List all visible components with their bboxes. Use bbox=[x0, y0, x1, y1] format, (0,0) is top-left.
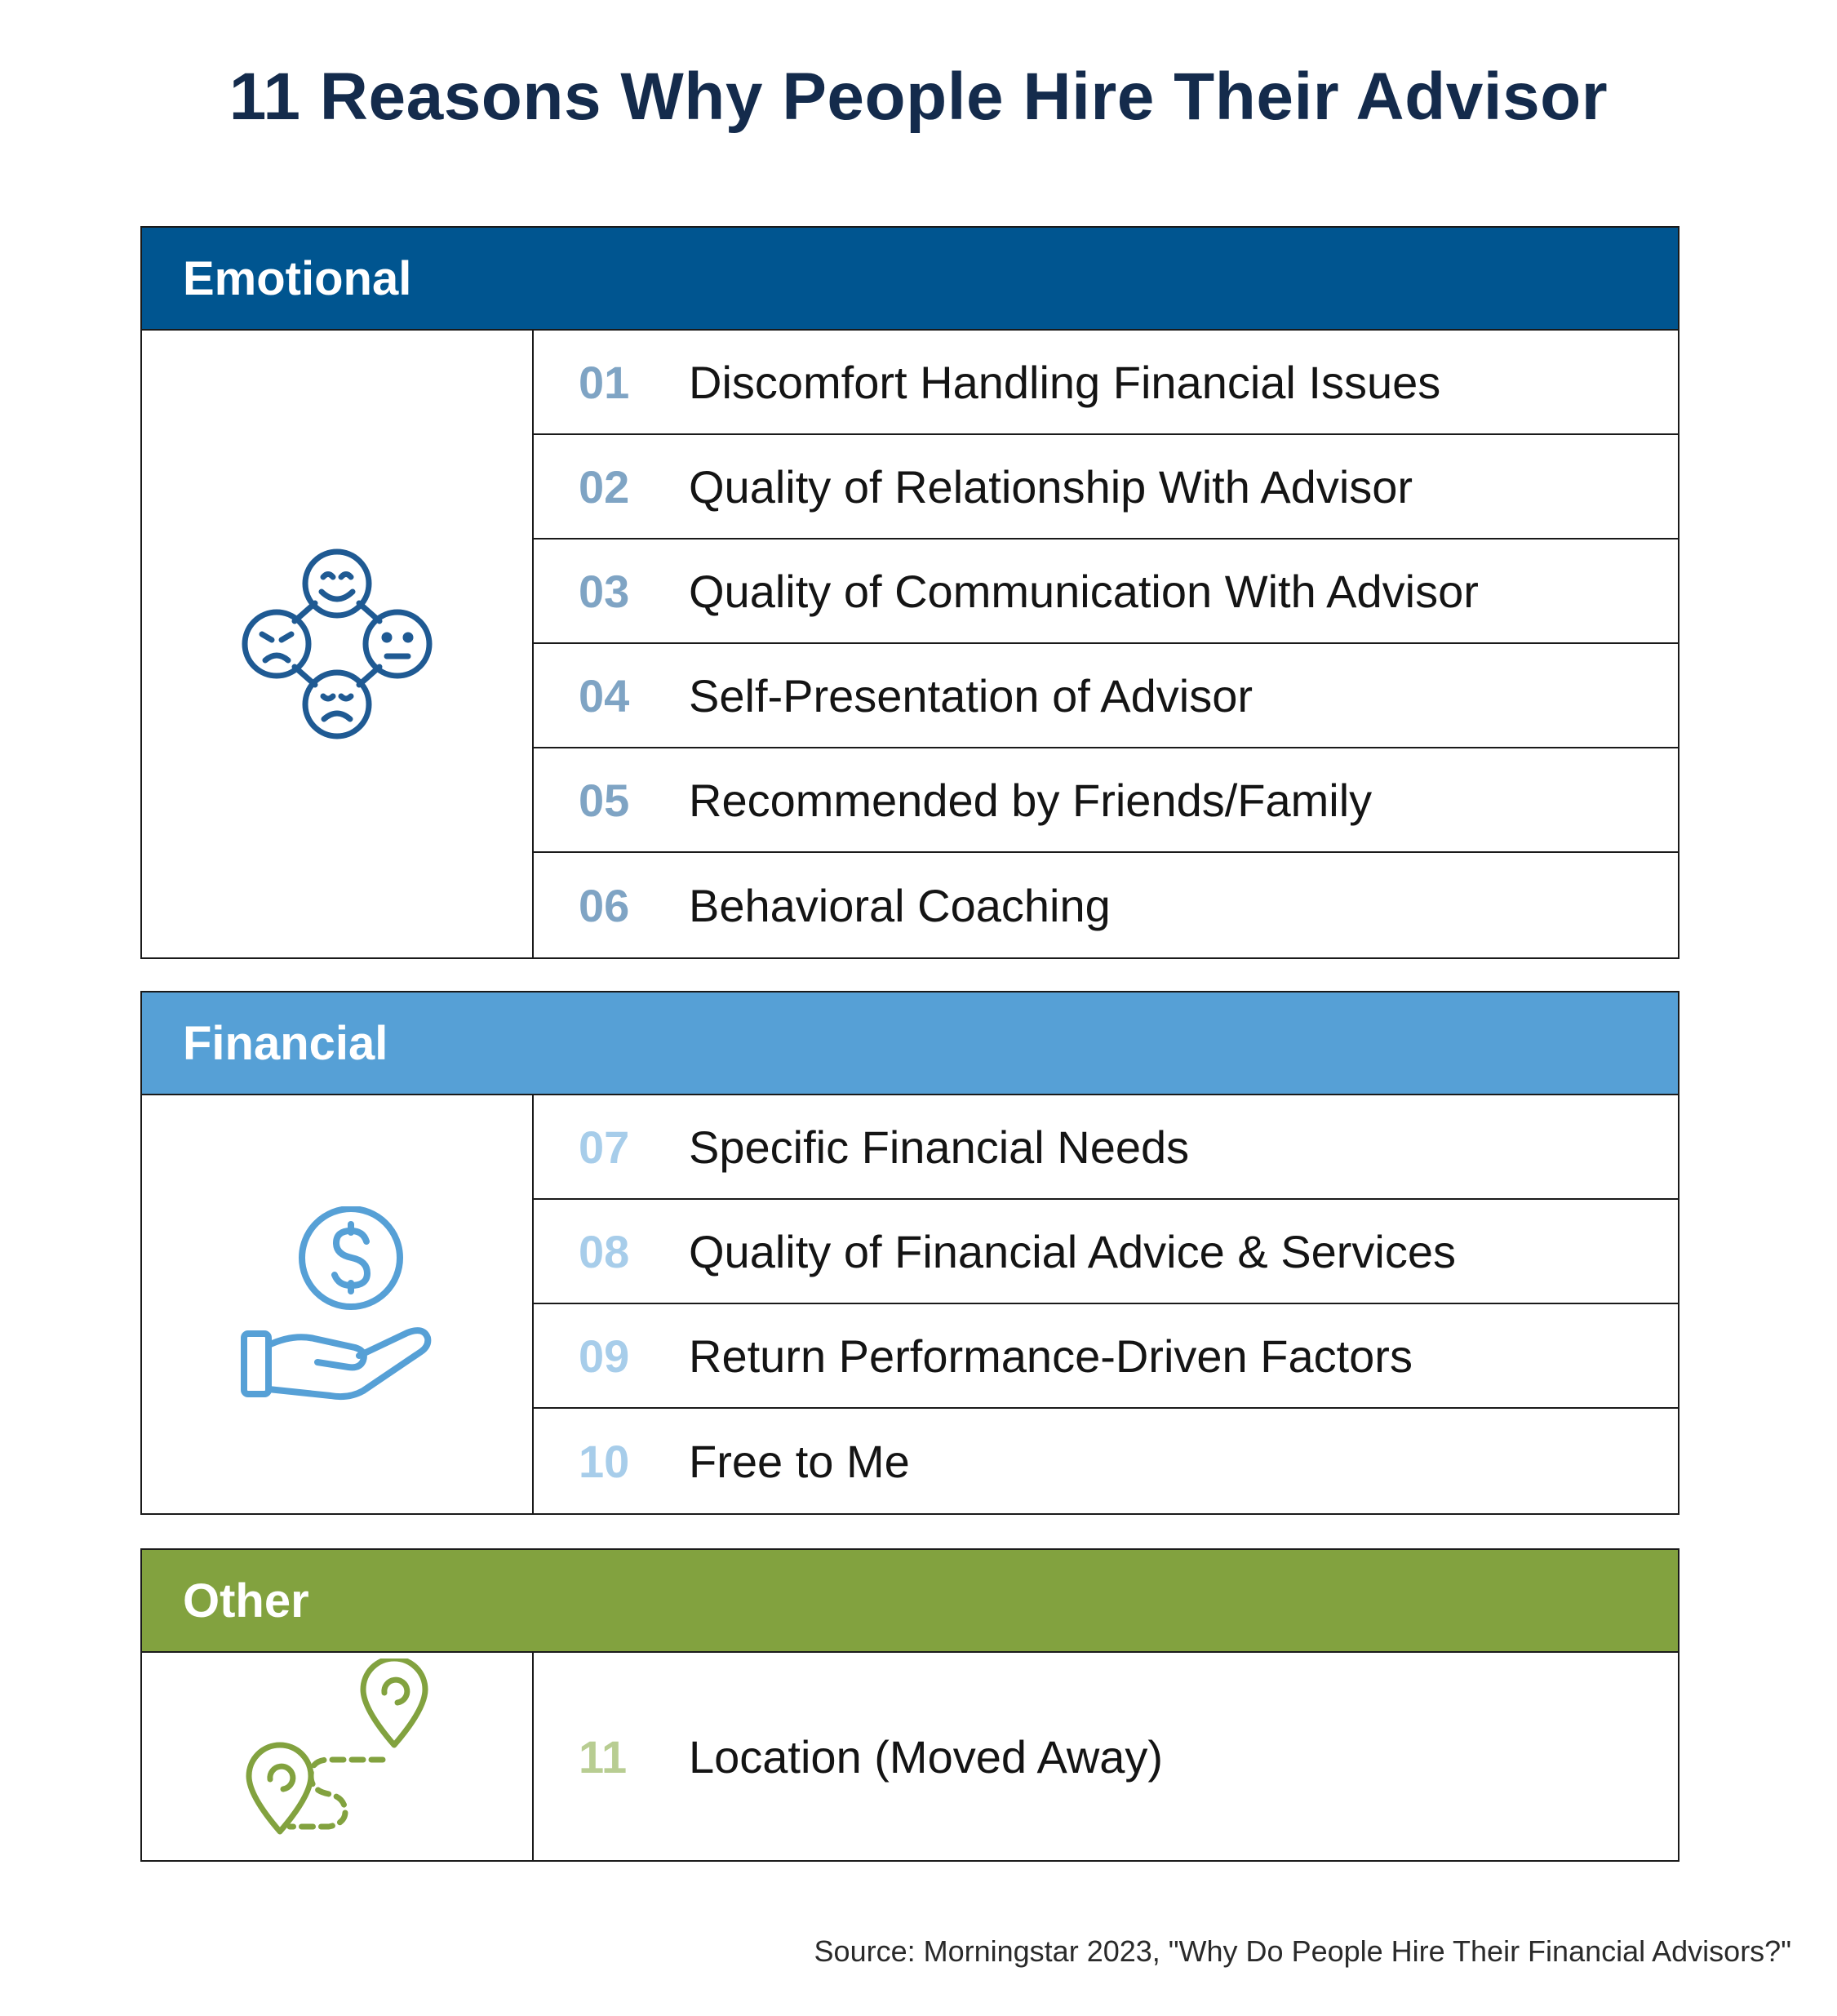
section-header-financial bbox=[142, 992, 1678, 1095]
list-item bbox=[534, 644, 1678, 748]
list-item bbox=[534, 1095, 1678, 1200]
list-item bbox=[534, 1653, 1678, 1860]
list-item bbox=[534, 1304, 1678, 1409]
emotional-list bbox=[534, 331, 1678, 957]
list-item bbox=[534, 748, 1678, 853]
item-number: 05 bbox=[579, 774, 630, 826]
item-label: Location (Moved Away) bbox=[689, 1730, 1164, 1783]
section-title: Emotional bbox=[183, 251, 412, 305]
list-item bbox=[534, 1409, 1678, 1513]
page-title: 11 Reasons Why People Hire Their Advisor bbox=[229, 60, 1608, 134]
financial-list bbox=[534, 1095, 1678, 1513]
item-number: 06 bbox=[579, 879, 630, 931]
item-label: Recommended by Friends/Family bbox=[689, 774, 1373, 826]
section-title: Other bbox=[183, 1574, 309, 1627]
section-financial bbox=[140, 991, 1679, 1515]
list-item bbox=[534, 540, 1678, 644]
section-header-emotional bbox=[142, 228, 1678, 331]
item-label: Quality of Communication With Advisor bbox=[689, 565, 1479, 617]
list-item bbox=[534, 1200, 1678, 1304]
item-label: Quality of Financial Advice & Services bbox=[689, 1225, 1456, 1277]
financial-icon-cell bbox=[142, 1095, 534, 1513]
list-item bbox=[534, 435, 1678, 540]
item-number: 08 bbox=[579, 1225, 630, 1277]
item-number: 07 bbox=[579, 1121, 630, 1173]
faces-emotions-icon bbox=[239, 546, 435, 742]
emotional-icon-cell bbox=[142, 331, 534, 957]
list-item bbox=[534, 331, 1678, 435]
item-number: 02 bbox=[579, 460, 630, 513]
location-pins-route-icon bbox=[239, 1659, 435, 1854]
item-number: 04 bbox=[579, 669, 630, 722]
item-number: 03 bbox=[579, 565, 630, 617]
section-header-other bbox=[142, 1550, 1678, 1653]
other-icon-cell bbox=[142, 1653, 534, 1860]
source-note: Source: Morningstar 2023, "Why Do People Hire Their Financial Advisors?" bbox=[814, 1934, 1791, 1968]
item-label: Self-Presentation of Advisor bbox=[689, 669, 1254, 722]
item-label: Free to Me bbox=[689, 1435, 910, 1487]
item-number: 01 bbox=[579, 356, 630, 408]
section-other bbox=[140, 1548, 1679, 1862]
item-number: 10 bbox=[579, 1435, 630, 1487]
list-item bbox=[534, 853, 1678, 957]
item-label: Behavioral Coaching bbox=[689, 879, 1111, 931]
item-number: 11 bbox=[579, 1730, 628, 1783]
section-title: Financial bbox=[183, 1016, 388, 1070]
item-label: Discomfort Handling Financial Issues bbox=[689, 356, 1441, 408]
other-list bbox=[534, 1653, 1678, 1860]
item-label: Return Performance-Driven Factors bbox=[689, 1330, 1413, 1382]
item-label: Specific Financial Needs bbox=[689, 1121, 1190, 1173]
section-emotional bbox=[140, 226, 1679, 959]
item-label: Quality of Relationship With Advisor bbox=[689, 460, 1413, 513]
hand-dollar-coin-icon bbox=[239, 1206, 435, 1402]
item-number: 09 bbox=[579, 1330, 630, 1382]
